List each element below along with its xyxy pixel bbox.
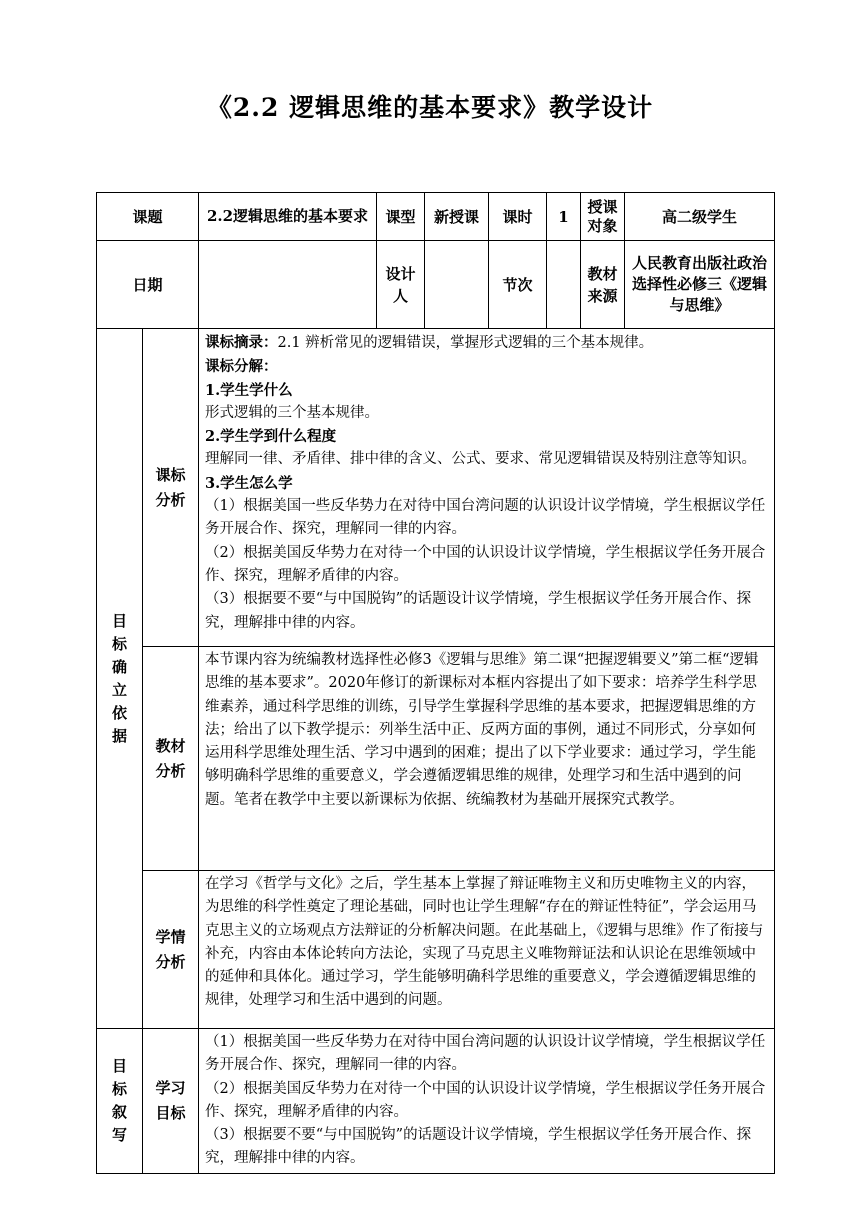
students-text: 在学习《哲学与文化》之后，学生基本上掌握了辩证唯物主义和历史唯物主义的内容，为思维的科学性奠定了理论基础，同时也让学生理解“存在的辩证性特征”，学会运用马克思主义的立场观点方法辩证的分析解决问题。在此基础上，《逻辑与思维》作了衔接与补充，内容由本体论转向方法论，实现了马克思主义唯物辩证法和认识论在思维领域中的延伸和具体化。通过学习，学生能够明确科学思维的重要意义，学会遵循逻辑思维的规律，处理学习和生活中遇到的问题。	[199, 871, 775, 1029]
date-value	[199, 241, 377, 329]
section-value	[547, 241, 581, 329]
lesson-plan-table	[96, 192, 775, 1174]
curriculum-heading-3: 3.学生怎么学	[205, 474, 293, 492]
course-value: 2.2逻辑思维的基本要求	[199, 193, 377, 241]
objective-2: （2）根据美国反华势力在对待一个中国的认识设计议学情境，学生根据议学任务开展合作、探究，理解矛盾律的内容。	[205, 1080, 766, 1120]
target-label: 授课对象	[581, 193, 625, 241]
curriculum-content	[199, 329, 775, 647]
objectives-label: 学习 目标	[143, 1029, 199, 1174]
designer-value	[425, 241, 489, 329]
objective-1: （1）根据美国一些反华势力在对待中国台湾问题的认识设计议学情境，学生根据议学任务开展合作、探究，理解同一律的内容。	[205, 1034, 766, 1074]
section-label: 节次	[489, 241, 547, 329]
objective-3: （3）根据要不要“与中国脱钩”的话题设计议学情境，学生根据议学任务开展合作、探究，理解排中律的内容。	[205, 1127, 752, 1167]
header-row-1	[97, 193, 775, 241]
curriculum-label: 课标 分析	[143, 329, 199, 647]
header-row-2	[97, 241, 775, 329]
goal-statement-label: 目 标 叙 写	[97, 1029, 143, 1174]
textbook-text: 本节课内容为统编教材选择性必修3《逻辑与思维》第二课“把握逻辑要义”第二框“逻辑思维的基本要求”。2020年修订的新课标对本框内容提出了如下要求：培养学生科学思维素养，通过科学思维的训练，引导学生掌握科学思维的基本要求，把握逻辑思维的方法；给出了以下教学提示：列举生活中正、反两方面的事例，通过不同形式，分享如何运用科学思维处理生活、学习中遇到的困难；提出了以下学业要求：通过学习，学生能够明确科学思维的重要意义，学会遵循逻辑思维的规律，处理学习和生活中遇到的问题。笔者在教学中主要以新课标为依据、统编教材为基础开展探究式教学。	[199, 647, 775, 871]
source-label: 教材来源	[581, 241, 625, 329]
textbook-row	[97, 647, 775, 871]
objectives-row	[97, 1029, 775, 1174]
hours-label: 课时	[489, 193, 547, 241]
curriculum-row	[97, 329, 775, 647]
goal-basis-label: 目 标 确 立 依 据	[97, 329, 143, 1029]
curriculum-paragraph-2: 理解同一律、矛盾律、排中律的含义、公式、要求、常见逻辑错误及特别注意等知识。	[205, 451, 757, 468]
target-value: 高二级学生	[625, 193, 775, 241]
curriculum-paragraph-1: 形式逻辑的三个基本规律。	[205, 404, 380, 421]
excerpt-text: 2.1 辨析常见的逻辑错误，掌握形式逻辑的三个基本规律。	[277, 335, 654, 351]
curriculum-paragraph-3a: （1）根据美国一些反华势力在对待中国台湾问题的认识设计议学情境，学生根据议学任务开展合作、探究，理解同一律的内容。	[205, 498, 766, 538]
analysis-label: 课标分解：	[205, 358, 278, 376]
excerpt-label: 课标摘录：	[205, 334, 278, 351]
students-row	[97, 871, 775, 1029]
date-label: 日期	[97, 241, 199, 329]
designer-label: 设计人	[377, 241, 425, 329]
type-value: 新授课	[425, 193, 489, 241]
source-value: 人民教育出版社政治选择性必修三《逻辑与思维》	[625, 241, 775, 329]
curriculum-heading-2: 2.学生学到什么程度	[205, 428, 337, 446]
curriculum-excerpt	[205, 331, 770, 355]
curriculum-paragraph-3b: （2）根据美国反华势力在对待一个中国的认识设计议学情境，学生根据议学任务开展合作、探究，理解矛盾律的内容。	[205, 544, 766, 584]
curriculum-paragraph-3c: （3）根据要不要“与中国脱钩”的话题设计议学情境，学生根据议学任务开展合作、探究，理解排中律的内容。	[205, 591, 752, 631]
students-label: 学情 分析	[143, 871, 199, 1029]
page-title: 《2.2 逻辑思维的基本要求》教学设计	[206, 93, 654, 122]
curriculum-heading-1: 1.学生学什么	[205, 381, 293, 399]
objectives-content	[199, 1029, 775, 1174]
type-label: 课型	[377, 193, 425, 241]
hours-value: 1	[547, 193, 581, 241]
course-label: 课题	[97, 193, 199, 241]
textbook-label: 教材 分析	[143, 647, 199, 871]
